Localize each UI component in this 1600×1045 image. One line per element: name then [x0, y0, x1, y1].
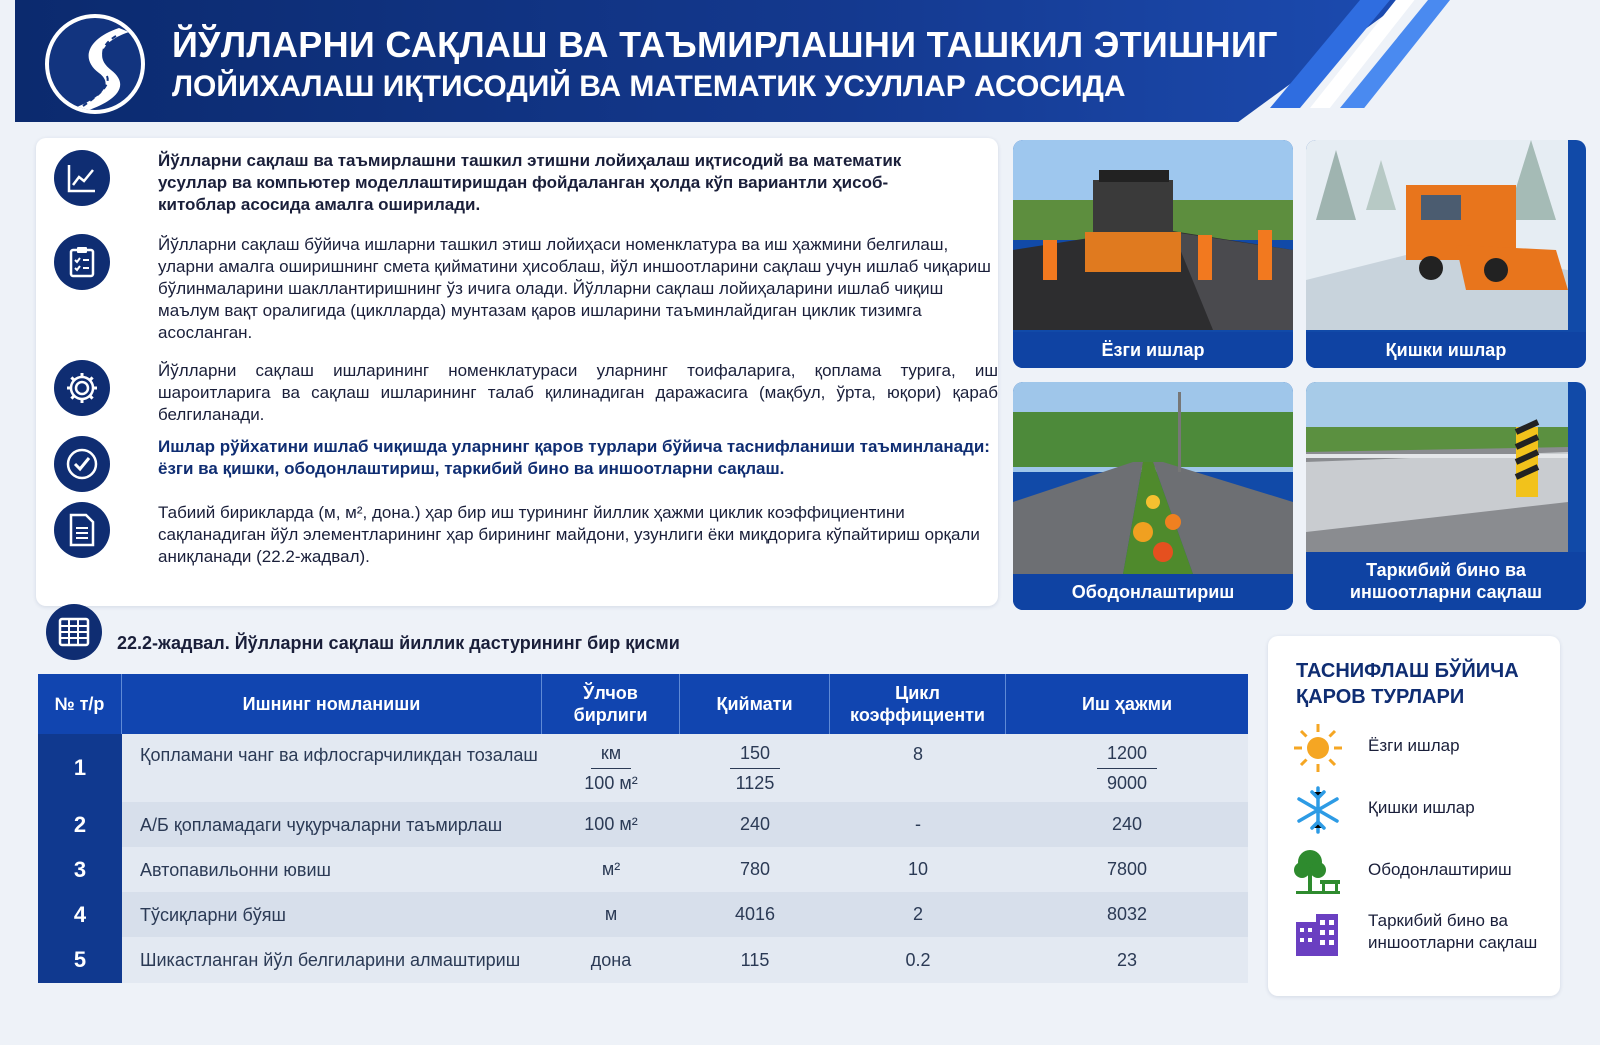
photo-caption: Қишки ишлар — [1306, 332, 1586, 368]
photo-landscaping — [1013, 382, 1293, 610]
unit-cell — [542, 734, 680, 802]
photo-winter-works — [1306, 140, 1586, 368]
coef-cell: - — [915, 814, 921, 834]
intro-text: Йўлларни сақлаш ва таъмирлашни ташкил этишни лойиҳалаш иқтисодий ва математик усуллар ва компьютер моделлаштиришдан фойдаланган ҳолда кўп вариантли ҳисоб-китоблар асосида амалга оширилади. — [158, 151, 902, 214]
value-cell: 4016 — [734, 904, 776, 924]
paving-photo — [1013, 140, 1293, 330]
intro-text: Табиий бирикларда (м, м², дона.) ҳар бир иш турининг йиллик ҳажми циклик коэффициентини сақланадиган йўл элементларининг ҳар бирининг майдони, узунлиги ёки миқдорига кўпайтириш орқали аниқланади (22.2-жадвал). — [158, 503, 980, 566]
volume-cell: 23 — [1116, 949, 1138, 970]
legend-title: ТАСНИФЛАШ БЎЙИЧА ҚАРОВ ТУРЛАРИ — [1296, 660, 1519, 708]
volume-cell: 8032 — [1106, 904, 1148, 924]
work-name: Шикастланган йўл белгиларини алмаштириш — [140, 950, 521, 970]
value-number: 1125 — [735, 772, 775, 793]
table-row — [38, 734, 1248, 802]
photo-structures — [1306, 382, 1586, 610]
coef-cell: 2 — [912, 904, 923, 924]
value-cell: 115 — [740, 949, 770, 970]
coef-cell: 10 — [907, 859, 929, 879]
value-cell: 240 — [739, 814, 771, 834]
table-row — [38, 847, 1248, 892]
classification-legend — [1268, 636, 1560, 996]
volume-number: 1200 — [1097, 743, 1157, 769]
clipboard-icon — [54, 234, 110, 290]
check-circle-icon — [54, 436, 110, 492]
legend-item — [1290, 906, 1550, 962]
unit-value: км — [591, 743, 631, 769]
tree-bench-icon — [1290, 844, 1346, 900]
col-header: Цикл коэффициенти — [830, 674, 1006, 734]
value-cell: 780 — [739, 859, 771, 879]
snowplow-photo — [1306, 140, 1568, 330]
legend-label: Таркибий бино ва иншоотларни сақлаш — [1368, 911, 1538, 952]
intro-item — [44, 150, 994, 230]
page-subtitle: ЛОЙИХАЛАШ ИҚТИСОДИЙ ВА МАТЕМАТИК УСУЛЛАР АСОСИДА — [172, 70, 1126, 103]
intro-item — [44, 436, 994, 492]
intro-text: Ишлар рўйхатини ишлаб чиқишда уларнинг қаров турлари бўйича таснифланиши таъминланади: ёзги ва қишки, ободонлаштириш, таркибий бино ва иншоотларни сақлаш. — [158, 437, 990, 478]
line-chart-icon — [54, 150, 110, 206]
work-name: Тўсиқларни бўяш — [140, 904, 286, 925]
unit-cell: м² — [601, 859, 621, 879]
table-row — [38, 937, 1248, 983]
sun-icon — [1290, 720, 1346, 776]
work-name: А/Б қопламадаги чуқурчаларни таъмирлаш — [140, 814, 503, 835]
row-number: 2 — [38, 802, 122, 847]
legend-item — [1290, 720, 1550, 776]
photo-caption: Ободонлаштириш — [1013, 574, 1293, 610]
col-header: Қиймати — [680, 674, 830, 734]
row-number: 3 — [38, 847, 122, 892]
table-icon — [46, 604, 102, 660]
intro-item — [44, 234, 994, 346]
photo-caption: Таркибий бино ва иншоотларни сақлаш — [1306, 552, 1586, 610]
coef-cell: 0.2 — [905, 949, 931, 970]
legend-item — [1290, 844, 1550, 900]
legend-label: Ободонлаштириш — [1368, 860, 1512, 879]
volume-cell: 7800 — [1106, 859, 1148, 879]
col-header: Ишнинг номланиши — [122, 674, 542, 734]
unit-cell: 100 м² — [584, 814, 638, 834]
page-title: ЙЎЛЛАРНИ САҚЛАШ ВА ТАЪМИРЛАШНИ ТАШКИЛ ЭТИШНИГ — [172, 24, 1278, 65]
col-header: № т/р — [38, 674, 122, 734]
bridge-barrier-photo — [1306, 382, 1568, 552]
gear-icon — [54, 360, 110, 416]
intro-text: Йўлларни сақлаш ишларининг номенклатураси уларнинг тоифаларига, қоплама турига, иш шароитларига ва сақлаш ишларининг талаб қилинадиган даражасига (мақбул, ўрта, юқори) қараб белгиланади. — [158, 361, 998, 424]
median-flowers-photo — [1013, 382, 1293, 574]
unit-cell: дона — [590, 949, 632, 970]
road-icon — [45, 14, 145, 114]
photo-caption: Ёзги ишлар — [1013, 332, 1293, 368]
volume-number: 9000 — [1106, 772, 1148, 793]
volume-cell: 240 — [1111, 814, 1143, 834]
building-icon — [1290, 906, 1346, 962]
row-number: 5 — [38, 937, 122, 983]
work-name: Автопавильонни ювиш — [140, 859, 331, 880]
row-number: 4 — [38, 892, 122, 937]
table-row — [38, 892, 1248, 937]
intro-item — [44, 360, 998, 426]
value-cell — [680, 734, 830, 802]
snowflake-icon — [1290, 782, 1346, 838]
col-header: Ўлчов бирлиги — [542, 674, 680, 734]
value-number: 150 — [730, 743, 780, 769]
legend-item — [1290, 782, 1550, 838]
table-caption: 22.2-жадвал. Йўлларни сақлаш йиллик дастурининг бир қисми — [117, 633, 680, 653]
legend-label: Қишки ишлар — [1368, 798, 1475, 817]
intro-item — [44, 502, 994, 572]
row-number: 1 — [38, 734, 122, 802]
table-row — [38, 802, 1248, 847]
intro-text: Йўлларни сақлаш бўйича ишларни ташкил этиш лойиҳаси номенклатура ва иш ҳажмини белгилаш, уларни амалга оширишнинг смета қийматини ҳисоблаш, йўл иншоотларини сақлаш учун ишлаб чиқариш бўлинмаларини шакллантиришнинг ўз ичига олади. Йўлларни сақлаш лойиҳаларини ишлаб чиқиш маълум вақт оралигида (циклларда) мунтазам қаров ишларини таъминлайдиган циклик тизимга асосланган. — [158, 235, 991, 342]
legend-label: Ёзги ишлар — [1368, 736, 1460, 755]
unit-cell: м — [604, 904, 618, 924]
work-name: Қопламани чанг ва ифлосгарчиликдан тозалаш — [140, 745, 538, 765]
unit-value: 100 м² — [584, 772, 638, 793]
table-header — [38, 674, 1248, 734]
coef-cell: 8 — [912, 744, 923, 764]
volume-cell — [1006, 734, 1248, 802]
document-icon — [54, 502, 110, 558]
photo-summer-works — [1013, 140, 1293, 368]
intro-card — [36, 138, 998, 606]
col-header: Иш ҳажми — [1081, 694, 1173, 714]
